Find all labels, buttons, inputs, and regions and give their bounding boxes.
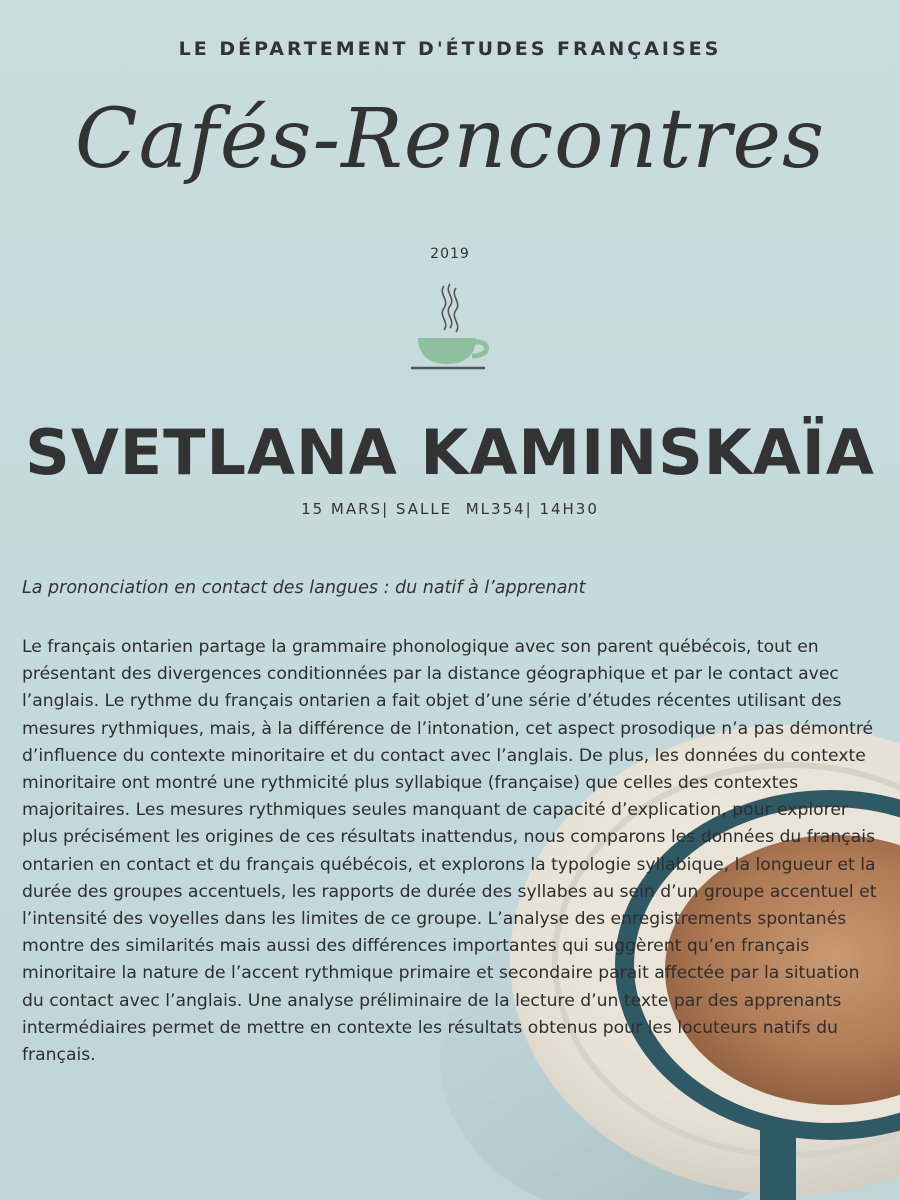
speaker-name: SVETLANA KAMINSKAÏA [25, 416, 875, 489]
talk-abstract: Le français ontarien partage la grammaire phonologique avec son parent québécois, tout en présentant des divergences conditionnées par la distance géographique et par le contact avec l’anglais. Le rythme du français ontarien a fait objet d’une série d’études récentes utilisant des mesures rythmiques, mais, à la différence de l’intonation, cet aspect prosodique n’a pas démontré d’influence du contexte minoritaire et du contact avec l’anglais. De plus, les données du contexte minoritaire ont montré une rythmicité plus syllabique (française) que celles des contextes majoritaires. Les mesures rythmiques seules manquant de capacité d’explication, pour explorer plus précisément les origines de ces résultats inattendus, nous comparons les données du français ontarien en contact et du français québécois, et explorons la typologie syllabique, la longueur et la durée des groupes accentuels, les rapports de durée des syllabes au sein d’un groupe accentuel et l’intensité des voyelles dans les limites de ce groupe. L’analyse des enregistrements spontanés montre des similarités mais aussi des différences importantes qui suggèrent qu’en français minoritaire la nature de l’accent rythmique primaire et secondaire parait affectée par la situation du contact avec l’anglais. Une analyse préliminaire de la lecture d’un texte par des apprenants intermédiaires permet de mettre en contexte les résultats obtenus pour les locuteurs natifs du français. [22, 637, 877, 1066]
event-series-title: Cafés-Rencontres [74, 92, 826, 187]
department-name: LE DÉPARTEMENT D'ÉTUDES FRANÇAISES [178, 38, 722, 60]
talk-subtitle: La prononciation en contact des langues : du natif à l’apprenant [22, 578, 586, 598]
event-details: 15 MARS| SALLE ML354| 14H30 [301, 500, 599, 518]
event-year: 2019 [430, 246, 470, 262]
coffee-cup-icon [408, 282, 494, 374]
